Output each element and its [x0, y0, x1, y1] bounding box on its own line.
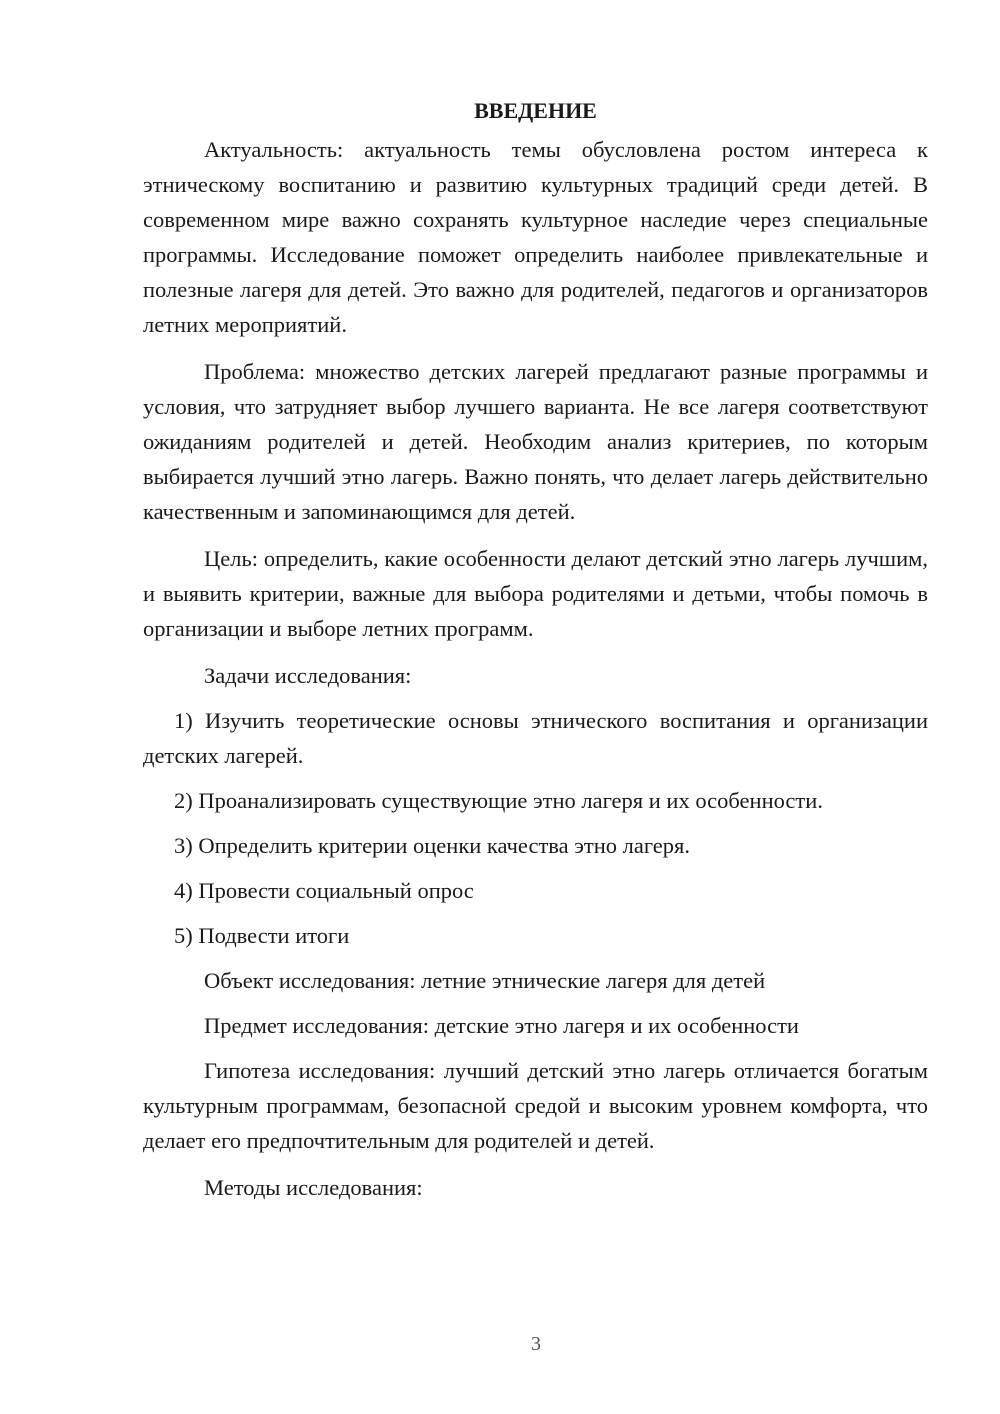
paragraph-hypothesis: Гипотеза исследования: лучший детский этно лагерь отличается богатым культурным программам, безопасной средой и высоким уровнем комфорта, что делает его предпочтительным для родителей и детей. — [143, 1058, 928, 1153]
document-page — [143, 96, 928, 1215]
task-item-4: 4) Провести социальный опрос — [174, 878, 474, 903]
task-item-3: 3) Определить критерии оценки качества этно лагеря. — [174, 833, 690, 858]
paragraph-problem: Проблема: множество детских лагерей предлагают разные программы и условия, что затрудняет выбор лучшего варианта. Не все лагеря соответствуют ожиданиям родителей и детей. Необходим анализ критериев, по которым выбирается лучший этно лагерь. Важно понять, что делает лагерь действительно качественным и запоминающимся для детей. — [143, 359, 928, 524]
methods-heading: Методы исследования: — [204, 1175, 423, 1200]
tasks-heading: Задачи исследования: — [204, 663, 412, 688]
task-item-5: 5) Подвести итоги — [174, 923, 350, 948]
paragraph-goal: Цель: определить, какие особенности делают детский этно лагерь лучшим, и выявить критерии, важные для выбора родителями и детьми, чтобы помочь в организации и выборе летних программ. — [143, 546, 928, 641]
task-item-1: 1) Изучить теоретические основы этнического воспитания и организации детских лагерей. — [143, 708, 928, 768]
research-subject: Предмет исследования: детские этно лагеря и их особенности — [204, 1013, 799, 1038]
page-number: 3 — [531, 1333, 541, 1355]
task-item-2: 2) Проанализировать существующие этно лагеря и их особенности. — [174, 788, 823, 813]
research-object: Объект исследования: летние этнические лагеря для детей — [204, 968, 766, 993]
section-title: ВВЕДЕНИЕ — [474, 98, 597, 123]
paragraph-relevance: Актуальность: актуальность темы обусловлена ростом интереса к этническому воспитанию и развитию культурных традиций среди детей. В современном мире важно сохранять культурное наследие через специальные программы. Исследование поможет определить наиболее привлекательные и полезные лагеря для детей. Это важно для родителей, педагогов и организаторов летних мероприятий. — [143, 137, 928, 337]
